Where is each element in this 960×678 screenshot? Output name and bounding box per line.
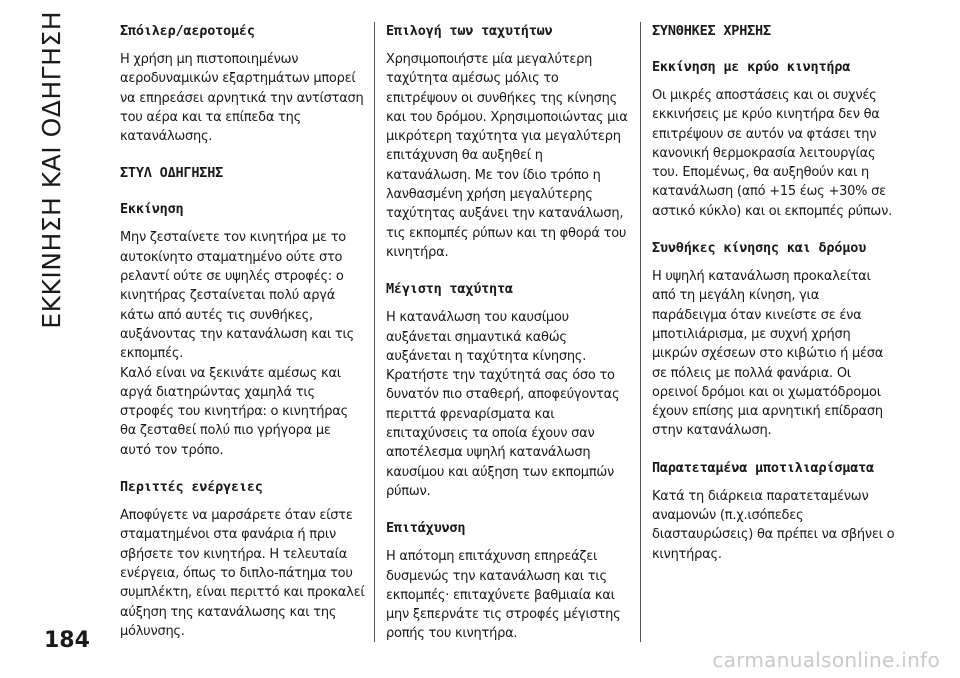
paragraph: Η κατανάλωση του καυσίμου αυξάνεται σημαντικά καθώς αυξάνεται η ταχύτητα κίνησης. Κρατήστε την ταχύτητά σας όσο το δυνατόν πιο σταθερή, αποφεύγοντας περιττά φρεναρίσματα και επιταχύνσεις τα οποία έχουν σαν αποτέλεσμα υψηλή κατανάλωση καυσίμου και αύξηση των εκπομπών ρύπων. bbox=[386, 310, 620, 499]
section-spoilers bbox=[120, 22, 365, 146]
chapter-side-title bbox=[26, 11, 76, 329]
paragraph: Οι μικρές αποστάσεις και οι συχνές εκκινήσεις με κρύο κινητήρα δεν θα επιτρέψουν σε αυτόν να φτάσει την κανονική θερμοκρασία λειτουργίας του. Επομένως, θα αυξηθούν και η κατανάλωση (από +15 έως +30% σε αστικό κύκλο) και οι εκπομπές ρύπων. bbox=[652, 88, 892, 219]
text-column-3 bbox=[652, 22, 897, 644]
section-unnecessary-actions bbox=[120, 478, 365, 641]
paragraph: Μην ζεσταίνετε τον κινητήρα με το αυτοκίνητο σταματημένο ούτε στο ρελαντί ούτε σε υψηλές στροφές: ο κινητήρας ζεσταίνεται πολύ αργά κάτω από αυτές τις συνθήκες, αυξάνοντας την κατανάλωση και τις εκπομπές. bbox=[120, 230, 355, 362]
section-title: Παρατεταμένα μποτιλιαρίσματα bbox=[652, 459, 874, 476]
section-title: Εκκίνηση με κρύο κινητήρα bbox=[652, 59, 851, 75]
section-title: Επιλογή των ταχυτήτων bbox=[386, 23, 553, 39]
text-column-1 bbox=[120, 22, 365, 644]
chapter-heading: ΣΤΥΛ ΟΔΗΓΗΣΗΣ bbox=[120, 165, 224, 182]
paragraph: Αποφύγετε να μαρσάρετε όταν είστε σταματημένοι στα φανάρια ή πριν σβήσετε τον κινητήρα. Η τελευταία ενέργεια, όπως το διπλο-πάτημα του συμπλέκτη, είναι περιττό και προκαλεί αύξηση της κατανάλωσης και της μόλυνσης. bbox=[120, 508, 365, 639]
section-gear-selection bbox=[386, 22, 631, 262]
section-traffic-jams bbox=[652, 459, 897, 564]
paragraph: Κατά τη διάρκεια παρατεταμένων αναμονών (π.χ.ισόπεδες διασταυρώσεις) θα πρέπει να σβήνει ο κινητήρας. bbox=[652, 488, 895, 562]
section-title: Επιτάχυνση bbox=[386, 520, 466, 537]
watermark: carmanualsonline.info bbox=[712, 648, 940, 672]
section-acceleration bbox=[386, 519, 631, 643]
paragraph: Χρησιμοποιήστε μία μεγαλύτερη ταχύτητα αμέσως μόλις το επιτρέψουν οι συνθήκες της κίνησης και του δρόμου. Χρησιμοποιώντας μια μικρότερη ταχύτητα για μεγαλύτερη επιτάχυνση θα αυξηθεί η κατανάλωση. Με τον ίδιο τρόπο η λανθασμένη χρήση μεγαλύτερης ταχύτητας αυξάνει την κατανάλωση, τις εκπομπές ρύπων και τη φθορά του κινητήρα. bbox=[386, 52, 628, 260]
paragraph: Καλό είναι να ξεκινάτε αμέσως και αργά διατηρώντας χαμηλά τις στροφές του κινητήρα: ο κινητήρας θα ζεσταθεί πολύ πιο γρήγορα με αυτό τον τρόπο. bbox=[120, 365, 348, 458]
paragraph: Η απότομη επιτάχυνση επηρεάζει δυσμενώς την κατανάλωση και τις εκπομπές· επιταχύνετε βαθμιαία και μην ξεπερνάτε τις στροφές μέγιστης ροπής του κινητήρα. bbox=[386, 549, 621, 642]
section-traffic-road bbox=[652, 239, 897, 441]
paragraph: Η χρήση μη πιστοποιημένων αεροδυναμικών εξαρτημάτων μπορεί να επηρεάσει αρνητικά την αντίσταση του αέρα και τα επίπεδα της κατανάλωσης. bbox=[120, 52, 364, 145]
chapter-title-text: ΕΚΚΙΝΗΣΗ ΚΑΙ ΟΔΗΓΗΣΗ bbox=[36, 11, 66, 329]
page-number: 184 bbox=[44, 628, 90, 653]
section-title: Μέγιστη ταχύτητα bbox=[386, 281, 513, 298]
paragraph: Η υψηλή κατανάλωση προκαλείται από τη μεγάλη κίνηση, για παράδειγμα όταν κινείστε σε ένα μποτιλιάρισμα, με συχνή χρήση μικρών σχέσεων στο κιβώτιο ή μέσα σε πόλεις με πολλά φανάρια. Οι ορεινοί δρόμοι και οι χωματόδρομοι έχουν επίσης μια αρνητική επίδραση στην κατανάλωση. bbox=[652, 269, 884, 439]
section-title: Συνθήκες κίνησης και δρόμου bbox=[652, 240, 867, 257]
chapter-heading: ΣΥΝΘΗΚΕΣ ΧΡΗΣΗΣ bbox=[652, 23, 771, 39]
text-column-2 bbox=[386, 22, 631, 644]
column-divider bbox=[374, 22, 375, 642]
section-title: Σπόιλερ/αεροτομές bbox=[120, 23, 255, 39]
section-start bbox=[120, 200, 365, 460]
section-max-speed bbox=[386, 280, 631, 501]
section-cold-start bbox=[652, 58, 897, 221]
section-title: Περιττές ενέργειες bbox=[120, 479, 263, 496]
column-divider bbox=[640, 22, 641, 642]
section-title: Εκκίνηση bbox=[120, 201, 184, 218]
